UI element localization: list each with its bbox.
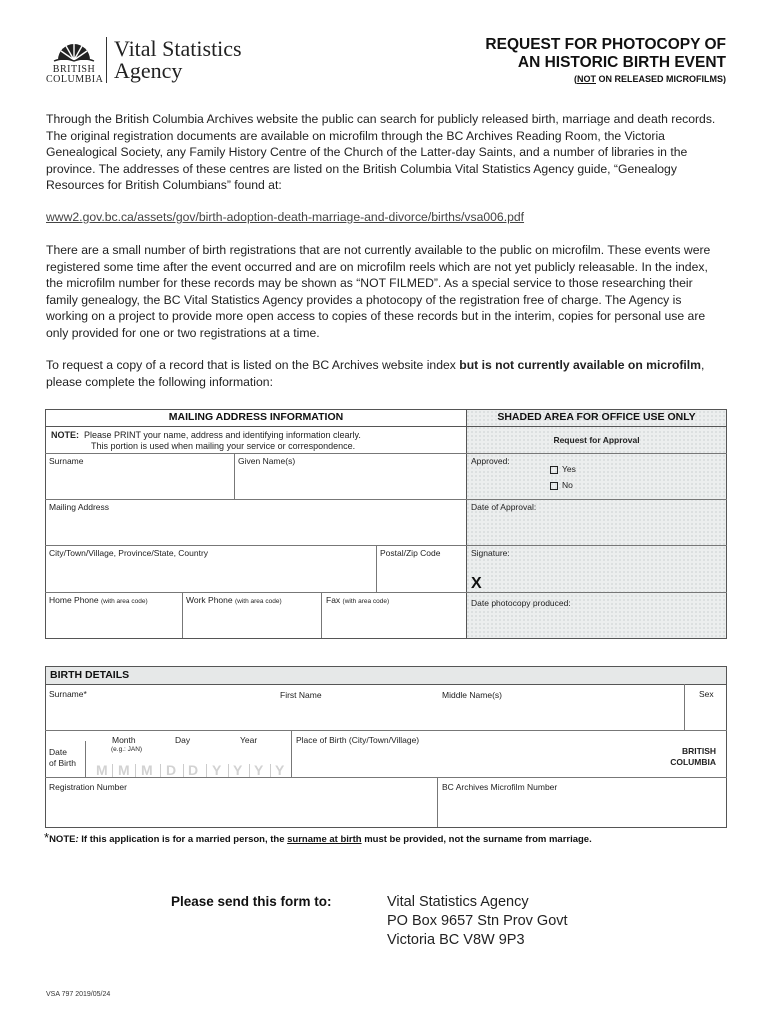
home-area-code: (with area code) — [101, 598, 148, 605]
request-for-approval: Request for Approval — [553, 435, 640, 445]
approved-label: Approved: — [471, 456, 510, 466]
row-rule-2 — [45, 499, 466, 500]
work-phone-label: Work Phone — [186, 595, 233, 605]
sun-crest-icon — [46, 36, 102, 62]
title-line-2: AN HISTORIC BIRTH EVENT — [517, 54, 726, 71]
logo-divider — [106, 37, 107, 83]
ghost-m3: M — [141, 762, 153, 778]
approved-yes[interactable] — [550, 464, 576, 474]
sep-7 — [249, 764, 250, 777]
intro-paragraph-2: There are a small number of birth registrations that are not currently available to the public on microfilm. These events were registered some time after the event occurred and are on microfilm reels which are not yet publicly releasable. In the index, the microfilm number for these records may be shown as “NOT FILMED”. As a special service to those researching their family genealogy, the BC Vital Statistics Agency provides a photocopy of the registration free of charge. The Agency is working on a project to provide more open access to copies of these records but in the interim, copies for personal use are only provided for one or two registrations at a time. — [46, 243, 711, 340]
office-heading: SHADED AREA FOR OFFICE USE ONLY — [497, 411, 696, 423]
logo-text-british: BRITISH — [52, 64, 96, 75]
intro-paragraph-1: Through the British Columbia Archives website the public can search for publicly released birth, marriage and death records. The original registration documents are available on microfilm through the BC Archives Reading Room, the Victoria Genealogical Society, any Family History Centre of the Church of the Latter-day Saints, and a number of libraries in the province. The addresses of these centres are listed on the British Columbia Vital Statistics Agency guide, “Genealogy Resources for British Columbians” found at: — [46, 112, 716, 193]
address-line-3: Victoria BC V8W 9P3 — [387, 932, 525, 948]
sep-2 — [135, 764, 136, 777]
footnote-star: * — [44, 830, 50, 845]
sex-col-rule — [684, 684, 685, 730]
office-rule-2 — [466, 499, 727, 500]
postal-code-field[interactable]: Postal/Zip Code — [380, 548, 441, 558]
form-title — [485, 36, 726, 86]
sep-5 — [206, 764, 207, 777]
fax-field[interactable] — [326, 595, 389, 607]
signature-field[interactable]: Signature: — [471, 548, 510, 558]
note-label: NOTE: — [51, 430, 79, 440]
col-rule-given — [234, 453, 235, 499]
year-label: Year — [240, 735, 258, 745]
city-field[interactable]: City/Town/Village, Province/State, Country — [49, 548, 209, 558]
office-rule-4 — [466, 592, 727, 593]
date-of-approval-field[interactable]: Date of Approval: — [471, 502, 537, 512]
home-phone-field[interactable] — [49, 595, 148, 607]
microfilm-number-field[interactable]: BC Archives Microfilm Number — [442, 782, 558, 792]
no-checkbox-icon[interactable] — [550, 482, 558, 490]
col-rule-fax — [321, 592, 322, 638]
subtitle-open: ( — [574, 74, 577, 84]
date-produced-field[interactable]: Date photocopy produced: — [471, 598, 571, 608]
row-rule-4 — [45, 592, 466, 593]
agency-name — [114, 38, 242, 82]
place-col-rule — [291, 730, 292, 777]
work-phone-field[interactable] — [186, 595, 282, 607]
footnote-underlined: surname at birth — [287, 834, 362, 845]
sep-8 — [270, 764, 271, 777]
fax-area-code: (with area code) — [342, 598, 390, 605]
title-subtitle — [485, 72, 726, 86]
subtitle-not: NOT — [577, 74, 596, 84]
col-rule-postal — [376, 545, 377, 592]
mailing-heading: MAILING ADDRESS INFORMATION — [168, 411, 344, 423]
given-names-field[interactable]: Given Name(s) — [238, 456, 296, 466]
send-to-label: Please send this form to: — [171, 894, 332, 909]
married-surname-note — [44, 830, 592, 845]
office-rule-3 — [466, 545, 727, 546]
sep-4 — [183, 764, 184, 777]
birth-heading: BIRTH DETAILS — [50, 669, 130, 681]
intro-paragraph-3 — [46, 357, 726, 390]
birth-sex-field[interactable]: Sex — [699, 689, 714, 699]
date-bracket-rule — [85, 741, 86, 777]
para3-part-b: , please complete the following information: — [46, 358, 705, 389]
mailing-note — [51, 430, 361, 440]
home-phone-label: Home Phone — [49, 595, 99, 605]
date-of-birth-label-2: of Birth — [49, 758, 76, 768]
month-label: Month — [112, 735, 136, 745]
row-rule-1 — [45, 453, 466, 454]
subtitle-rest: ON RELEASED MICROFILMS) — [596, 74, 726, 84]
ghost-y4: Y — [275, 762, 285, 778]
birth-surname-field[interactable]: Surname* — [49, 689, 87, 699]
no-label: No — [562, 480, 573, 490]
para3-bold: but is not currently available on microfilm — [459, 358, 702, 372]
birth-details-box — [45, 666, 727, 828]
birth-first-name-field[interactable]: First Name — [280, 690, 322, 700]
ghost-d1: D — [166, 762, 177, 778]
mailing-address-field[interactable]: Mailing Address — [49, 502, 110, 512]
genealogy-guide-link[interactable]: www2.gov.bc.ca/assets/gov/birth-adoption-death-marriage-and-divorce/births/vsa006.pdf — [46, 210, 525, 224]
work-area-code: (with area code) — [235, 598, 282, 605]
mailing-address-block — [387, 893, 568, 950]
intro-link-line — [46, 209, 726, 226]
microfilm-col-rule — [437, 777, 438, 827]
birth-heading-rule — [45, 684, 727, 685]
birth-rule-1 — [45, 730, 727, 731]
footnote-note-label: NOTE — [49, 834, 76, 845]
address-line-1: Vital Statistics Agency — [387, 894, 529, 910]
province-line-1: BRITISH — [682, 746, 716, 756]
address-line-2: PO Box 9657 Stn Prov Govt — [387, 913, 568, 929]
place-of-birth-field[interactable]: Place of Birth (City/Town/Village) — [296, 735, 420, 745]
agency-line-2: Agency — [114, 58, 183, 83]
fax-label: Fax — [326, 595, 341, 605]
col-rule-work — [182, 592, 183, 638]
office-rule-1 — [466, 453, 727, 454]
ghost-y1: Y — [212, 762, 222, 778]
sep-3 — [160, 764, 161, 777]
para3-part-a: To request a copy of a record that is listed on the BC Archives website index — [46, 358, 460, 372]
logo-text-columbia: COLUMBIA — [46, 74, 104, 85]
title-line-1: REQUEST FOR PHOTOCOPY OF — [485, 36, 726, 53]
footnote-colon: : — [75, 834, 79, 845]
ghost-d2: D — [188, 762, 199, 778]
sep-6 — [228, 764, 229, 777]
signature-x-mark: X — [471, 575, 482, 592]
day-label: Day — [175, 735, 191, 745]
ghost-m2: M — [118, 762, 130, 778]
ghost-y3: Y — [254, 762, 264, 778]
sep-1 — [112, 764, 113, 777]
form-code: VSA 797 2019/05/24 — [46, 991, 111, 998]
registration-number-field[interactable]: Registration Number — [49, 782, 127, 792]
row-rule-3 — [45, 545, 466, 546]
birth-heading-bar — [46, 667, 726, 684]
ghost-m1: M — [96, 762, 108, 778]
month-example: (e.g.: JAN) — [111, 746, 143, 753]
birth-middle-name-field[interactable]: Middle Name(s) — [442, 690, 502, 700]
ghost-y2: Y — [233, 762, 243, 778]
note-line-1: Please PRINT your name, address and identifying information clearly. — [84, 430, 361, 440]
yes-label: Yes — [562, 464, 576, 474]
agency-line-1: Vital Statistics — [114, 36, 242, 61]
footnote-text-a: If this application is for a married person, the — [78, 834, 288, 845]
header-rule — [45, 426, 727, 427]
bc-logo — [46, 36, 102, 85]
surname-field[interactable]: Surname — [49, 456, 84, 466]
footnote-text-b: must be provided, not the surname from marriage. — [361, 834, 592, 845]
province-line-2: COLUMBIA — [670, 757, 716, 767]
date-of-birth-label-1: Date — [49, 747, 67, 757]
approved-no[interactable] — [550, 480, 573, 490]
note-line-2: This portion is used when mailing your service or correspondence. — [91, 441, 356, 451]
yes-checkbox-icon[interactable] — [550, 466, 558, 474]
